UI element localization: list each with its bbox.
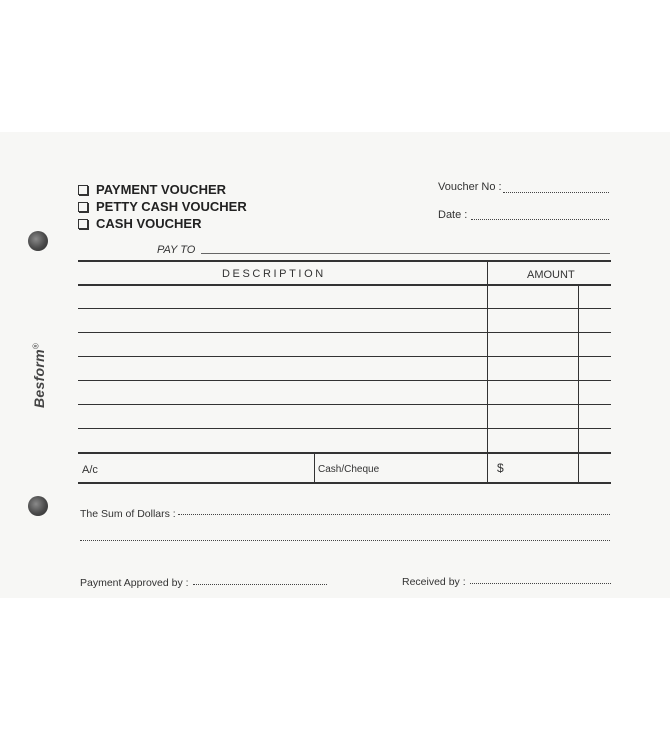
approved-by-label: Payment Approved by : (80, 577, 189, 589)
pay-to-field[interactable] (201, 253, 610, 254)
sum-of-dollars-field-line2[interactable] (80, 540, 610, 541)
option-cash-voucher[interactable] (78, 216, 201, 231)
cash-cheque-label: Cash/Cheque (318, 464, 380, 475)
checkbox-icon[interactable] (78, 202, 88, 212)
approved-by-field[interactable] (193, 584, 327, 585)
punch-hole-bottom (28, 496, 48, 516)
received-by-field[interactable] (470, 583, 611, 584)
header-bottom-border (78, 284, 611, 286)
cash-cheque-divider (314, 453, 315, 483)
description-row-line (78, 428, 611, 429)
brand-registered-mark: ® (31, 342, 41, 350)
option-petty-cash-voucher[interactable] (78, 199, 247, 214)
option-label: CASH VOUCHER (96, 216, 202, 231)
currency-symbol: $ (497, 461, 504, 475)
brand-name: Besform (31, 349, 47, 408)
description-bottom-border (78, 452, 611, 454)
pay-to-label: PAY TO (157, 244, 196, 256)
punch-hole-top (28, 231, 48, 251)
ac-label: A/c (82, 464, 98, 476)
date-label: Date : (438, 209, 468, 221)
checkbox-icon[interactable] (78, 219, 88, 229)
amount-column-divider (487, 260, 488, 483)
sum-of-dollars-label: The Sum of Dollars : (80, 508, 176, 520)
option-payment-voucher[interactable] (78, 182, 226, 197)
description-header: DESCRIPTION (222, 268, 326, 280)
received-by-label: Received by : (402, 576, 466, 588)
option-label: PETTY CASH VOUCHER (96, 199, 247, 214)
amount-header: AMOUNT (527, 269, 575, 281)
description-row-line (78, 356, 611, 357)
description-row-line (78, 380, 611, 381)
date-field[interactable] (471, 219, 609, 220)
cents-column-divider (578, 285, 579, 483)
checkbox-icon[interactable] (78, 185, 88, 195)
voucher-no-field[interactable] (503, 192, 609, 193)
brand-logo (31, 342, 51, 408)
description-row-line (78, 332, 611, 333)
voucher-no-label: Voucher No : (438, 181, 502, 193)
description-row-line (78, 404, 611, 405)
table-bottom-border (78, 482, 611, 484)
description-row-line (78, 308, 611, 309)
sum-of-dollars-field[interactable] (178, 514, 610, 515)
option-label: PAYMENT VOUCHER (96, 182, 227, 197)
table-top-border (78, 260, 611, 262)
